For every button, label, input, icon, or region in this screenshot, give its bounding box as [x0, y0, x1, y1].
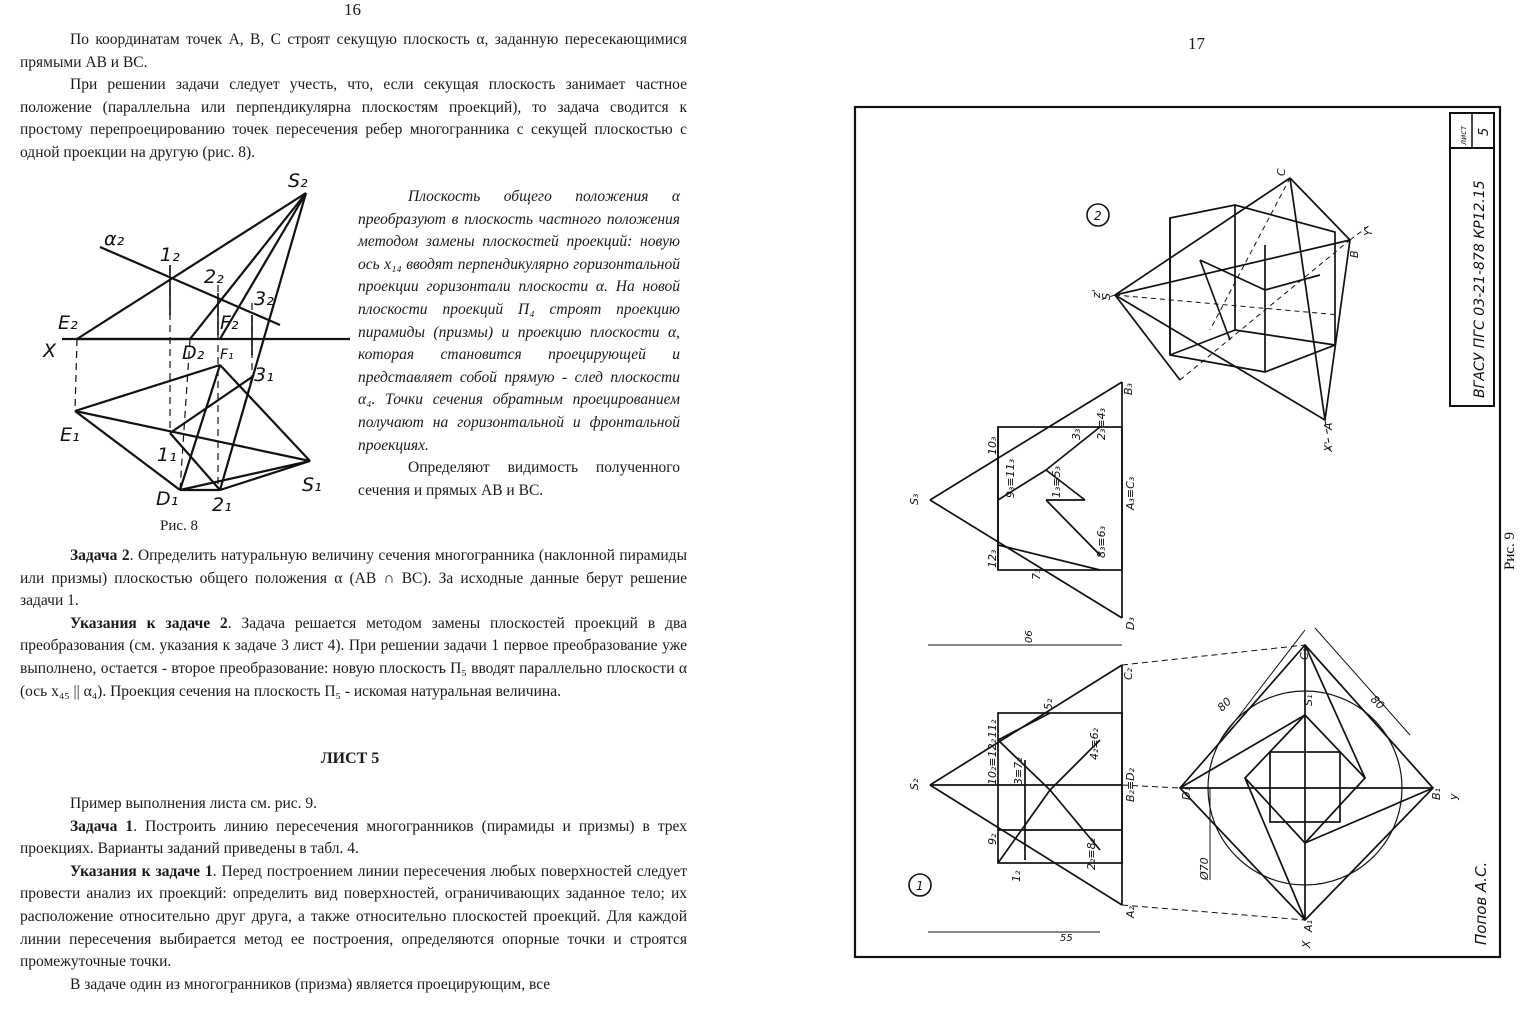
label-B2D2: B₂≡D₂	[1124, 767, 1137, 802]
figure-8-diagram	[40, 165, 350, 535]
label-alpha2: α₂	[104, 228, 125, 250]
label-A1: A₁	[1302, 920, 1315, 932]
label-5-2: 5₂	[1042, 698, 1055, 710]
label-2-2: 2₂	[204, 266, 224, 288]
label-7-3: 7₃	[1030, 568, 1043, 580]
label-C2: C₂	[1122, 667, 1135, 680]
paragraph: Пример выполнения листа см. рис. 9.	[70, 795, 317, 812]
hint1-title: Указания к задаче 1	[70, 862, 213, 880]
label-10-3: 10₃	[986, 436, 999, 455]
label-X-iso: X'	[1322, 441, 1335, 452]
label-4-2: 4₂≡6₂	[1088, 727, 1101, 760]
paragraph: При решении задачи следует учесть, что, если секущая плоскость занимает частное положение (параллельна или перпендикулярна плоскостям проекций), то задача сводится к простому перепроецированию точек пересечения ребер многогранника с секущей плоскостью с одной проекции на другую (рис. 8).	[20, 76, 687, 161]
figure-9-caption: Рис. 9	[1502, 531, 1518, 570]
hint2-title: Указания к задаче 2	[70, 614, 228, 632]
label-E2: E₂	[58, 312, 78, 334]
label-1-1: 1₁	[157, 444, 177, 466]
label-D3: D₃	[1124, 617, 1137, 630]
label-S1: S₁	[302, 474, 322, 496]
label-12-3: 12₃	[986, 549, 999, 568]
label-S-iso: S	[1100, 293, 1113, 300]
intro-text	[20, 29, 687, 165]
label-F1: F₁	[220, 347, 234, 363]
stamp-author: Попов А.С.	[1472, 861, 1490, 945]
left-page	[0, 0, 700, 1036]
label-z-iso: z'	[1090, 289, 1103, 298]
task2-text: . Определить натуральную величину сечения многогранника (наклонной пирамиды или призмы) плоскостью общего положения α (АВ ∩ ВС). За исходные данные берут решение задачи 1.	[20, 547, 687, 610]
label-B3: B₃	[1122, 383, 1135, 395]
dim-55: 55	[1060, 933, 1073, 944]
label-S2: S₂	[908, 778, 921, 790]
label-2-3: 2₃≡4₃	[1095, 407, 1108, 440]
label-3-2: 3≡7₂	[1012, 757, 1025, 785]
label-8-3: 8₃≡6₃	[1095, 525, 1108, 558]
paragraph: Плоскость общего положения α преобразуют в плоскость частного положения методом замены плоскостей проекций: новую ось x₁₄ вводят перпендикулярно горизонтальной проекции горизонтали плоскости α. На новой плоскости проекций П₄ строят проекцию пирамиды (призмы) и проекцию плоскости α, которая становится проецирующей и представляет собой прямую - след плоскости α₄. Точки сечения обратным проецированием получают на горизонтальной и фронтальной проекциях.	[358, 188, 680, 454]
label-3-1: 3₁	[254, 364, 274, 386]
label-B1: B₁	[1430, 788, 1443, 800]
label-3-3: 3₃	[1070, 428, 1083, 440]
stamp-title: ВГАСУ ПГС 03-21-878 КР12.15	[1472, 180, 1488, 398]
task2-title: Задача 2	[70, 547, 130, 564]
label-A2: A₂	[1124, 906, 1137, 918]
label-2-2: 2₂≡8₂	[1085, 837, 1098, 870]
label-C1: C₁	[1298, 647, 1311, 660]
label-A-iso: A	[1322, 422, 1335, 430]
label-E1: E₁	[60, 424, 80, 446]
paragraph: Определяют видимость полученного сечения и прямых АВ и ВС.	[358, 459, 680, 499]
page-number: 16	[344, 0, 361, 19]
dim-80-left: 80	[1214, 695, 1235, 715]
right-page	[760, 0, 1525, 1036]
page-number: 17	[1188, 34, 1205, 53]
label-2-1: 2₁	[212, 494, 232, 516]
dim-80-right: 80	[1367, 692, 1387, 713]
paragraph: По координатам точек А, В, С строят секущую плоскость α, заданную пересекающимися прямыми АВ и ВС.	[20, 31, 687, 71]
label-X: X	[43, 340, 57, 362]
view-marker-2: 2	[1094, 209, 1102, 223]
dim-06: 06	[1024, 630, 1035, 643]
label-1-2: 1₂	[1010, 870, 1023, 882]
label-S1: S₁	[1302, 694, 1315, 706]
label-11-2: 11₂	[986, 719, 999, 738]
stamp-sheet-label: лист	[1459, 125, 1468, 145]
view-marker-1: 1	[916, 879, 924, 893]
label-3-2: 3₂	[254, 288, 274, 310]
label-B-iso: B	[1348, 250, 1361, 258]
stamp-sheet-number: 5	[1477, 127, 1492, 136]
label-D2: D₂	[182, 342, 205, 364]
figure-8-caption: Рис. 8	[160, 518, 199, 534]
label-10-2: 10₂≡12₂	[986, 738, 999, 785]
label-A3C3: A₃≡C₃	[1124, 476, 1137, 510]
paragraph: В задаче один из многогранников (призма) является проецирующим, все	[70, 975, 551, 993]
label-9-3: 9₃≡11₃	[1004, 458, 1017, 498]
sheet5-block	[20, 793, 687, 996]
label-D1: D₁	[156, 488, 179, 510]
label-y: y	[1447, 793, 1460, 800]
hint2-text: . Задача решается методом замены плоскостей проекций в два преобразования (см. указания к задаче 3 лист 4). При решении задачи 1 первое преобразование уже выполнено, остается - второе преобразование: новую плоскость П₅ вводят параллельно плоскости α (ось x₄₅ || α₄). Проекция сечения на плоскость П₅ - искомая натуральная величина.	[20, 614, 687, 700]
label-D1: D₁	[1180, 787, 1193, 800]
label-1-2: 1₂	[160, 244, 180, 266]
task2-block	[20, 545, 687, 703]
label-F2: F₂	[220, 312, 239, 334]
hint1-text: . Перед построением линии пересечения любых поверхностей следует провести анализ их проекций: определить вид поверхностей, ограничивающих заданное тело; их расположение относительно друг друга, а также относительно плоскостей проекций. Для каждой линии пересечения выбирается метод ее построения, определяются опорные точки и строятся промежуточные точки.	[20, 862, 688, 971]
label-S3: S₃	[908, 493, 921, 505]
label-C-iso: C	[1275, 168, 1288, 176]
side-text	[358, 186, 680, 502]
figure-9-drawing	[760, 0, 1525, 1036]
dim-diameter-70: Ø70	[1198, 857, 1211, 880]
label-13-3: 1₃≡5₃	[1050, 465, 1063, 498]
sheet-heading: ЛИСТ 5	[320, 750, 380, 767]
task1-text: . Построить линию пересечения многогранников (пирамиды и призмы) в трех проекциях. Варианты заданий приведены в табл. 4.	[20, 817, 687, 858]
label-9-2: 9₂	[986, 833, 999, 845]
label-Y-iso: Y'	[1362, 226, 1375, 236]
label-x: X	[1300, 940, 1313, 948]
task1-title: Задача 1	[70, 817, 134, 835]
label-S2: S₂	[288, 170, 308, 192]
